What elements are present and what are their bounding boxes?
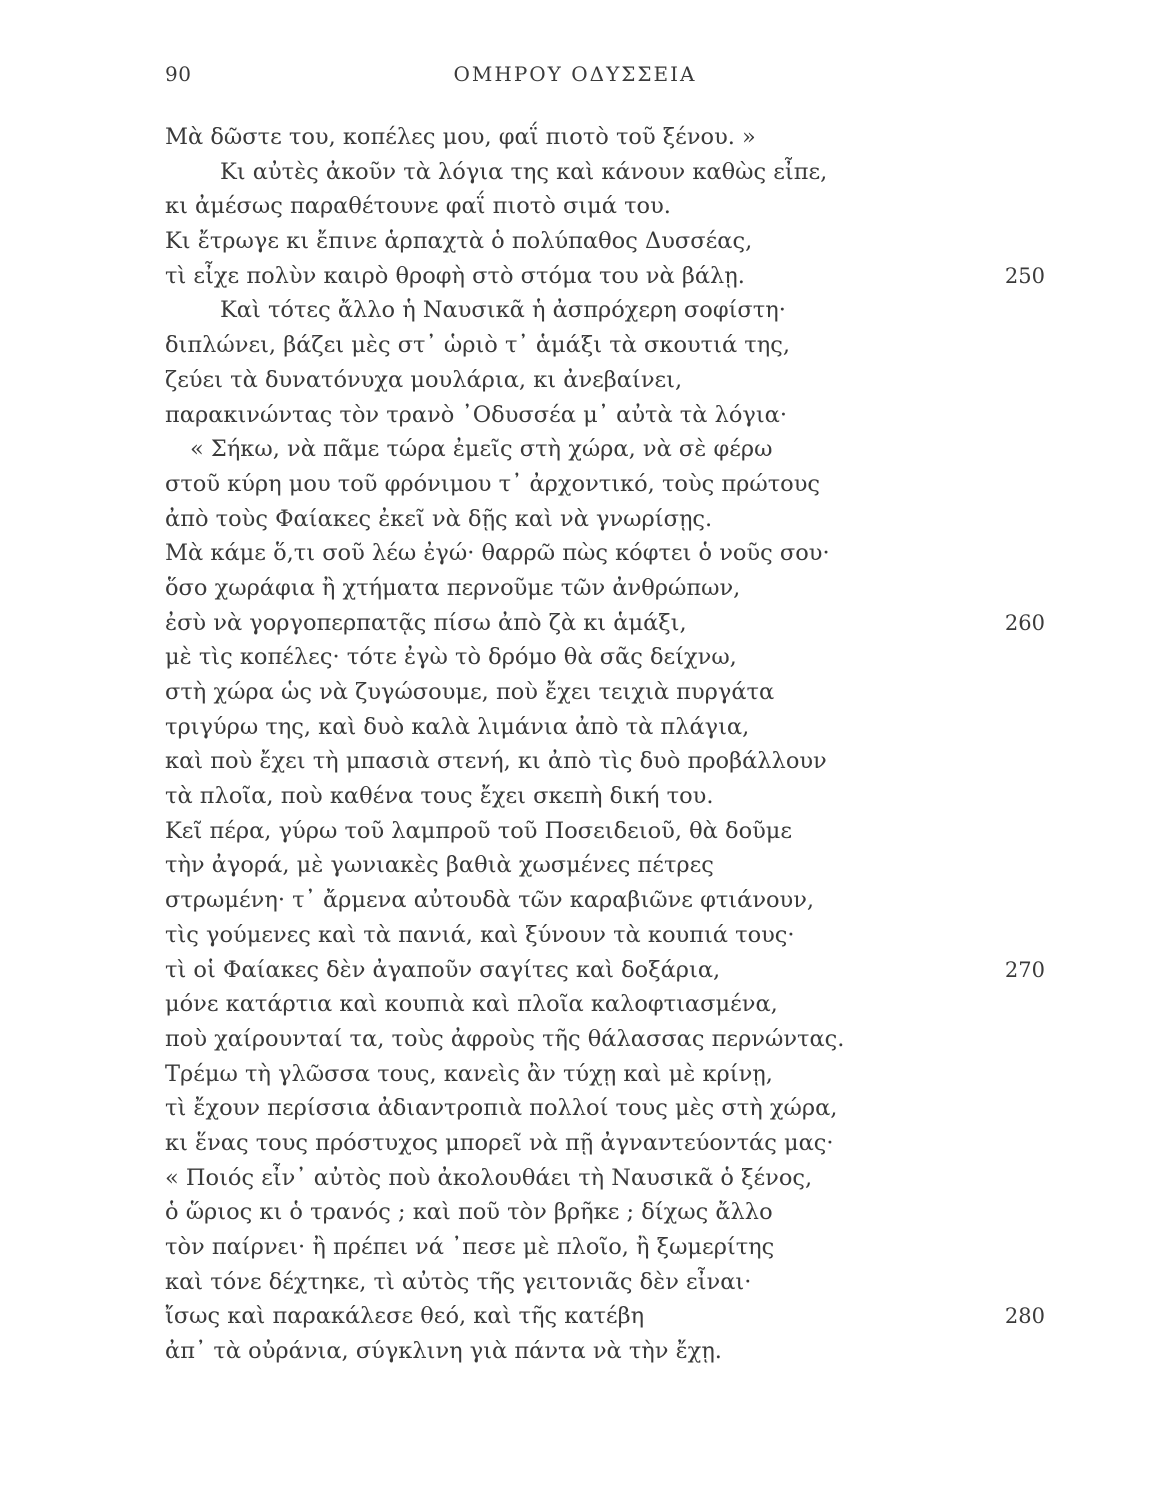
verse-line [165,848,1045,883]
verse-text: τὶς γούμενες καὶ τὰ πανιά, καὶ ξύνουν τὰ κουπιά τους· [165,921,795,948]
verse-block [165,120,1045,1369]
verse-text: ποὺ χαίρουνταί τα, τοὺς ἀφροὺς τῆς θάλασσας περνώντας. [165,1025,845,1052]
verse-line [165,1195,1045,1230]
verse-line [165,1299,1045,1334]
verse-line [165,883,1045,918]
verse-line [165,1230,1045,1265]
verse-text: κι ἕνας τους πρόστυχος μπορεῖ νὰ πῇ ἀγναντεύοντάς μας· [165,1129,834,1156]
verse-line [165,224,1045,259]
verse-line [165,675,1045,710]
verse-line [165,1265,1045,1300]
verse-line [165,120,1045,155]
verse-line [165,363,1045,398]
verse-line [165,744,1045,779]
verse-line [165,502,1045,537]
verse-line [165,189,1045,224]
line-number: 280 [1004,1304,1045,1329]
verse-text: καὶ ποὺ ἔχει τὴ μπασιὰ στενή, κι ἀπὸ τὶς δυὸ προβάλλουν [165,748,827,775]
verse-text: Κεῖ πέρα, γύρω τοῦ λαμπροῦ τοῦ Ποσειδειοῦ, θὰ δοῦμε [165,817,793,844]
verse-text: ὁ ὥριος κι ὁ τρανός ; καὶ ποῦ τὸν βρῆκε ; δίχως ἄλλο [165,1199,773,1226]
verse-line [165,571,1045,606]
verse-text: Τρέμω τὴ γλῶσσα τους, κανεὶς ἂν τύχῃ καὶ μὲ κρίνῃ, [165,1060,773,1087]
verse-text: τὸν παίρνει· ἢ πρέπει νά ᾽πεσε μὲ πλοῖο, ἢ ξωμερίτης [165,1234,775,1260]
verse-line [165,293,1045,328]
verse-text: μόνε κατάρτια καὶ κουπιὰ καὶ πλοῖα καλοφτιασμένα, [165,991,778,1018]
page-number: 90 [165,62,192,86]
verse-text: τὶ οἱ Φαίακες δὲν ἀγαποῦν σαγίτες καὶ δοξάρια, [165,956,721,983]
verse-line [165,1022,1045,1057]
verse-line [165,640,1045,675]
verse-text: διπλώνει, βάζει μὲς στ᾽ ὡριὸ τ᾽ ἁμάξι τὰ σκουτιά της, [165,332,790,359]
verse-text: ζεύει τὰ δυνατόνυχα μουλάρια, κι ἀνεβαίνει, [165,366,683,393]
verse-line [165,953,1045,988]
verse-text: Κι αὐτὲς ἀκοῦν τὰ λόγια της καὶ κάνουν καθὼς εἶπε, [220,158,828,185]
verse-line [165,1161,1045,1196]
verse-text: μὲ τὶς κοπέλες· τότε ἐγὼ τὸ δρόμο θὰ σᾶς δείχνω, [165,644,737,671]
verse-text: ἐσὺ νὰ γοργοπερπατᾷς πίσω ἀπὸ ζὰ κι ἁμάξι, [165,609,687,636]
verse-line [165,398,1045,433]
verse-line [165,155,1045,190]
verse-line [165,259,1045,294]
verse-line [165,432,1045,467]
line-number: 250 [1004,263,1045,288]
verse-line [165,467,1045,502]
verse-text: ὅσο χωράφια ἢ χτήματα περνοῦμε τῶν ἀνθρώπων, [165,574,741,601]
verse-text: « Ποιός εἶν᾽ αὐτὸς ποὺ ἀκολουθάει τὴ Ναυσικᾶ ὁ ξένος, [165,1164,813,1191]
running-title: ΟΜΗΡΟΥ ΟΔΥΣΣΕΙΑ [453,62,697,86]
verse-text: τριγύρω της, καὶ δυὸ καλὰ λιμάνια ἀπὸ τὰ πλάγια, [165,713,750,740]
verse-line [165,536,1045,571]
verse-text: ἀπ᾽ τὰ οὐράνια, σύγκλινη γιὰ πάντα νὰ τὴν ἔχῃ. [165,1338,722,1365]
verse-text: στρωμένη· τ᾽ ἄρμενα αὐτουδὰ τῶν καραβιῶνε φτιάνουν, [165,887,815,914]
verse-text: κι ἀμέσως παραθέτουνε φαΐ πιοτὸ σιμά του. [165,193,671,220]
verse-line [165,1091,1045,1126]
verse-text: καὶ τόνε δέχτηκε, τὶ αὐτὸς τῆς γειτονιᾶς δὲν εἶναι· [165,1268,752,1295]
verse-text: τὶ εἶχε πολὺν καιρὸ θροφὴ στὸ στόμα του νὰ βάλῃ. [165,262,745,289]
verse-text: στὴ χώρα ὡς νὰ ζυγώσουμε, ποὺ ἔχει τειχιὰ πυργάτα [165,679,775,705]
verse-line [165,1334,1045,1369]
verse-text: στοῦ κύρη μου τοῦ φρόνιμου τ᾽ ἀρχοντικό, τοὺς πρώτους [165,470,821,497]
verse-line [165,606,1045,641]
verse-text: τὶ ἔχουν περίσσια ἀδιαντροπιὰ πολλοί τους μὲς στὴ χώρα, [165,1095,838,1122]
verse-text: Μὰ κάμε ὅ,τι σοῦ λέω ἐγώ· θαρρῶ πὼς κόφτει ὁ νοῦς σου· [165,540,830,567]
verse-text: Μὰ δῶστε του, κοπέλες μου, φαΐ πιοτὸ τοῦ ξένου. » [165,124,756,150]
verse-line [165,1057,1045,1092]
verse-text: παρακινώντας τὸν τρανὸ ᾿Οδυσσέα μ᾽ αὐτὰ τὰ λόγια· [165,401,788,428]
verse-text: Κι ἔτρωγε κι ἔπινε ἁρπαχτὰ ὁ πολύπαθος Δυσσέας, [165,228,753,255]
verse-line [165,987,1045,1022]
line-number: 260 [1004,610,1045,635]
verse-line [165,779,1045,814]
line-number: 270 [1004,957,1045,982]
verse-text: Καὶ τότες ἄλλο ἡ Ναυσικᾶ ἡ ἀσπρόχερη σοφίστη· [220,297,786,324]
verse-line [165,918,1045,953]
verse-line [165,328,1045,363]
verse-line [165,710,1045,745]
verse-text: τὴν ἀγορά, μὲ γωνιακὲς βαθιὰ χωσμένες πέτρες [165,852,714,879]
verse-text: ἀπὸ τοὺς Φαίακες ἐκεῖ νὰ δῇς καὶ νὰ γνωρίσῃς. [165,505,713,532]
verse-text: ἴσως καὶ παρακάλεσε θεό, καὶ τῆς κατέβη [165,1303,645,1330]
verse-line [165,814,1045,849]
verse-text: « Σήκω, νὰ πᾶμε τώρα ἐμεῖς στὴ χώρα, νὰ σὲ φέρω [190,436,773,463]
verse-text: τὰ πλοῖα, ποὺ καθένα τους ἔχει σκεπὴ δική του. [165,783,714,810]
verse-line [165,1126,1045,1161]
